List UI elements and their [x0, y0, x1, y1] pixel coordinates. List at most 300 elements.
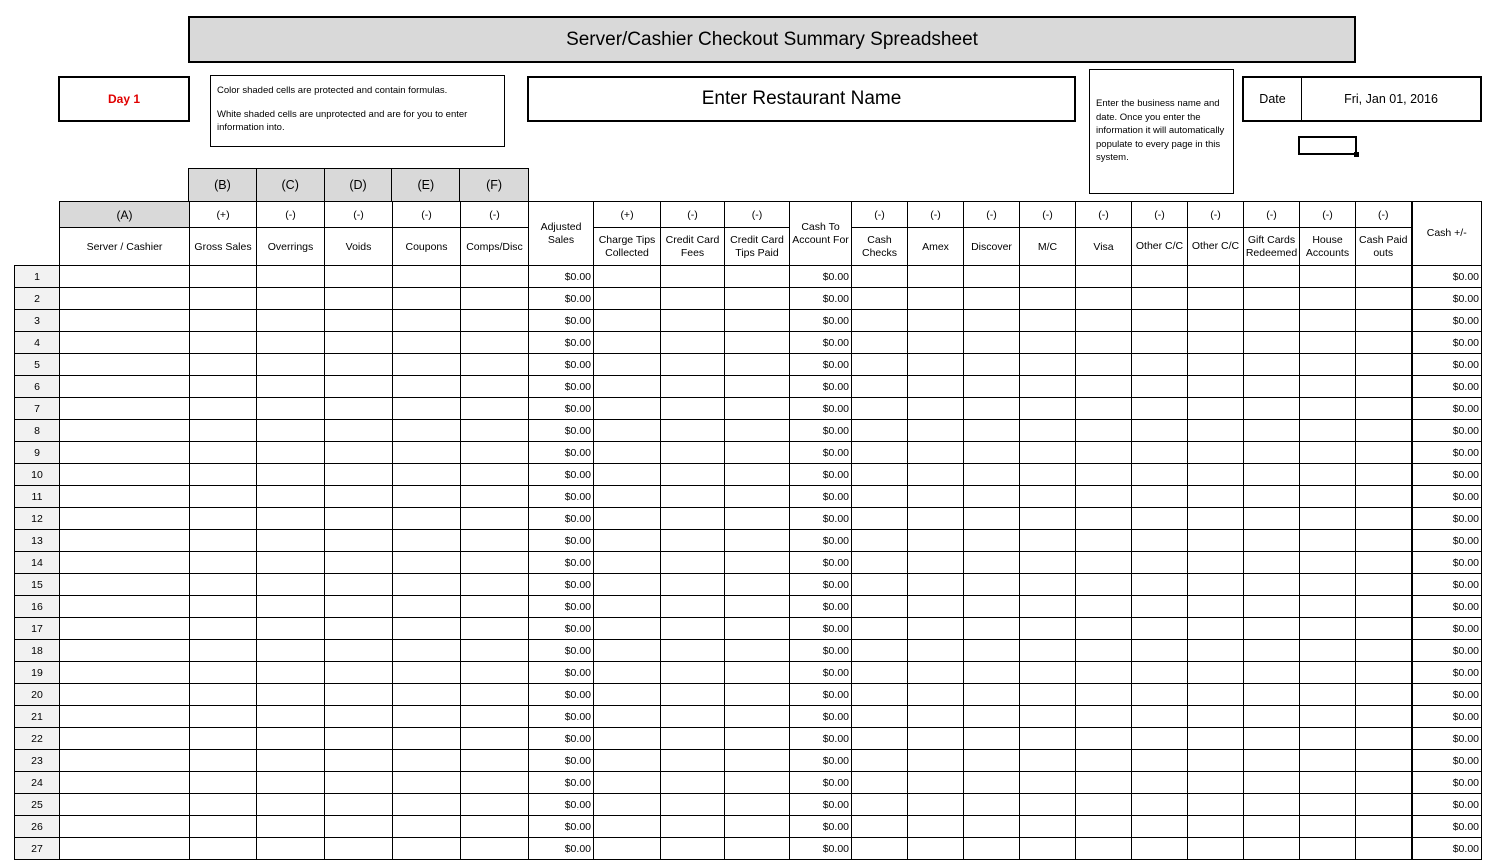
gift-cell[interactable]	[1244, 684, 1300, 706]
other2-cell[interactable]	[1188, 662, 1244, 684]
discover-cell[interactable]	[964, 398, 1020, 420]
other2-cell[interactable]	[1188, 310, 1244, 332]
amex-cell[interactable]	[908, 288, 964, 310]
comps-cell[interactable]	[461, 684, 529, 706]
other2-cell[interactable]	[1188, 838, 1244, 860]
tips-cell[interactable]	[594, 464, 661, 486]
paid-cell[interactable]	[1356, 464, 1412, 486]
overrings-cell[interactable]	[257, 310, 325, 332]
mc-cell[interactable]	[1020, 772, 1076, 794]
amex-cell[interactable]	[908, 420, 964, 442]
cctips-cell[interactable]	[725, 750, 790, 772]
amex-cell[interactable]	[908, 662, 964, 684]
mc-cell[interactable]	[1020, 420, 1076, 442]
fill-handle[interactable]	[1354, 152, 1359, 157]
voids-cell[interactable]	[325, 530, 393, 552]
gross-cell[interactable]	[190, 772, 257, 794]
comps-cell[interactable]	[461, 288, 529, 310]
other1-cell[interactable]	[1132, 618, 1188, 640]
ccfees-cell[interactable]	[661, 420, 725, 442]
coupons-cell[interactable]	[393, 706, 461, 728]
tips-cell[interactable]	[594, 794, 661, 816]
ccfees-cell[interactable]	[661, 398, 725, 420]
checks-cell[interactable]	[852, 838, 908, 860]
ccfees-cell[interactable]	[661, 552, 725, 574]
gift-cell[interactable]	[1244, 794, 1300, 816]
amex-cell[interactable]	[908, 706, 964, 728]
amex-cell[interactable]	[908, 816, 964, 838]
checks-cell[interactable]	[852, 552, 908, 574]
comps-cell[interactable]	[461, 266, 529, 288]
ccfees-cell[interactable]	[661, 464, 725, 486]
coupons-cell[interactable]	[393, 684, 461, 706]
mc-cell[interactable]	[1020, 706, 1076, 728]
server-cell[interactable]	[60, 420, 190, 442]
tips-cell[interactable]	[594, 640, 661, 662]
gross-cell[interactable]	[190, 552, 257, 574]
discover-cell[interactable]	[964, 640, 1020, 662]
coupons-cell[interactable]	[393, 310, 461, 332]
overrings-cell[interactable]	[257, 816, 325, 838]
house-cell[interactable]	[1300, 838, 1356, 860]
voids-cell[interactable]	[325, 508, 393, 530]
voids-cell[interactable]	[325, 420, 393, 442]
ccfees-cell[interactable]	[661, 288, 725, 310]
gross-cell[interactable]	[190, 684, 257, 706]
mc-cell[interactable]	[1020, 530, 1076, 552]
visa-cell[interactable]	[1076, 354, 1132, 376]
mc-cell[interactable]	[1020, 794, 1076, 816]
tips-cell[interactable]	[594, 684, 661, 706]
comps-cell[interactable]	[461, 310, 529, 332]
paid-cell[interactable]	[1356, 508, 1412, 530]
amex-cell[interactable]	[908, 728, 964, 750]
other2-cell[interactable]	[1188, 772, 1244, 794]
cctips-cell[interactable]	[725, 794, 790, 816]
other2-cell[interactable]	[1188, 574, 1244, 596]
ccfees-cell[interactable]	[661, 684, 725, 706]
gift-cell[interactable]	[1244, 596, 1300, 618]
mc-cell[interactable]	[1020, 266, 1076, 288]
server-cell[interactable]	[60, 816, 190, 838]
overrings-cell[interactable]	[257, 772, 325, 794]
date-value-cell[interactable]: Fri, Jan 01, 2016	[1344, 92, 1438, 106]
server-cell[interactable]	[60, 706, 190, 728]
other1-cell[interactable]	[1132, 486, 1188, 508]
overrings-cell[interactable]	[257, 838, 325, 860]
gift-cell[interactable]	[1244, 398, 1300, 420]
tips-cell[interactable]	[594, 750, 661, 772]
tips-cell[interactable]	[594, 816, 661, 838]
checks-cell[interactable]	[852, 794, 908, 816]
gift-cell[interactable]	[1244, 354, 1300, 376]
ccfees-cell[interactable]	[661, 266, 725, 288]
amex-cell[interactable]	[908, 794, 964, 816]
house-cell[interactable]	[1300, 310, 1356, 332]
discover-cell[interactable]	[964, 530, 1020, 552]
discover-cell[interactable]	[964, 816, 1020, 838]
other2-cell[interactable]	[1188, 376, 1244, 398]
tips-cell[interactable]	[594, 838, 661, 860]
visa-cell[interactable]	[1076, 596, 1132, 618]
server-cell[interactable]	[60, 574, 190, 596]
server-cell[interactable]	[60, 618, 190, 640]
house-cell[interactable]	[1300, 794, 1356, 816]
ccfees-cell[interactable]	[661, 640, 725, 662]
overrings-cell[interactable]	[257, 750, 325, 772]
paid-cell[interactable]	[1356, 750, 1412, 772]
gift-cell[interactable]	[1244, 508, 1300, 530]
gift-cell[interactable]	[1244, 838, 1300, 860]
house-cell[interactable]	[1300, 530, 1356, 552]
paid-cell[interactable]	[1356, 442, 1412, 464]
other1-cell[interactable]	[1132, 442, 1188, 464]
checks-cell[interactable]	[852, 442, 908, 464]
paid-cell[interactable]	[1356, 618, 1412, 640]
visa-cell[interactable]	[1076, 640, 1132, 662]
gross-cell[interactable]	[190, 310, 257, 332]
discover-cell[interactable]	[964, 574, 1020, 596]
discover-cell[interactable]	[964, 618, 1020, 640]
gift-cell[interactable]	[1244, 772, 1300, 794]
server-cell[interactable]	[60, 508, 190, 530]
ccfees-cell[interactable]	[661, 442, 725, 464]
coupons-cell[interactable]	[393, 530, 461, 552]
comps-cell[interactable]	[461, 772, 529, 794]
cctips-cell[interactable]	[725, 772, 790, 794]
house-cell[interactable]	[1300, 508, 1356, 530]
house-cell[interactable]	[1300, 706, 1356, 728]
cctips-cell[interactable]	[725, 442, 790, 464]
paid-cell[interactable]	[1356, 398, 1412, 420]
coupons-cell[interactable]	[393, 354, 461, 376]
coupons-cell[interactable]	[393, 266, 461, 288]
voids-cell[interactable]	[325, 640, 393, 662]
other2-cell[interactable]	[1188, 728, 1244, 750]
voids-cell[interactable]	[325, 552, 393, 574]
other2-cell[interactable]	[1188, 464, 1244, 486]
server-cell[interactable]	[60, 332, 190, 354]
overrings-cell[interactable]	[257, 354, 325, 376]
house-cell[interactable]	[1300, 750, 1356, 772]
ccfees-cell[interactable]	[661, 728, 725, 750]
house-cell[interactable]	[1300, 772, 1356, 794]
mc-cell[interactable]	[1020, 288, 1076, 310]
checks-cell[interactable]	[852, 706, 908, 728]
voids-cell[interactable]	[325, 574, 393, 596]
server-cell[interactable]	[60, 684, 190, 706]
checks-cell[interactable]	[852, 574, 908, 596]
gift-cell[interactable]	[1244, 310, 1300, 332]
other1-cell[interactable]	[1132, 794, 1188, 816]
amex-cell[interactable]	[908, 684, 964, 706]
comps-cell[interactable]	[461, 464, 529, 486]
voids-cell[interactable]	[325, 728, 393, 750]
mc-cell[interactable]	[1020, 662, 1076, 684]
paid-cell[interactable]	[1356, 552, 1412, 574]
checks-cell[interactable]	[852, 684, 908, 706]
visa-cell[interactable]	[1076, 464, 1132, 486]
voids-cell[interactable]	[325, 332, 393, 354]
other1-cell[interactable]	[1132, 684, 1188, 706]
house-cell[interactable]	[1300, 596, 1356, 618]
checks-cell[interactable]	[852, 376, 908, 398]
gross-cell[interactable]	[190, 706, 257, 728]
coupons-cell[interactable]	[393, 640, 461, 662]
coupons-cell[interactable]	[393, 574, 461, 596]
gift-cell[interactable]	[1244, 464, 1300, 486]
overrings-cell[interactable]	[257, 574, 325, 596]
comps-cell[interactable]	[461, 706, 529, 728]
tips-cell[interactable]	[594, 574, 661, 596]
other2-cell[interactable]	[1188, 794, 1244, 816]
other1-cell[interactable]	[1132, 310, 1188, 332]
overrings-cell[interactable]	[257, 508, 325, 530]
discover-cell[interactable]	[964, 508, 1020, 530]
amex-cell[interactable]	[908, 310, 964, 332]
overrings-cell[interactable]	[257, 442, 325, 464]
paid-cell[interactable]	[1356, 772, 1412, 794]
other2-cell[interactable]	[1188, 288, 1244, 310]
other2-cell[interactable]	[1188, 486, 1244, 508]
coupons-cell[interactable]	[393, 728, 461, 750]
amex-cell[interactable]	[908, 376, 964, 398]
tips-cell[interactable]	[594, 354, 661, 376]
amex-cell[interactable]	[908, 508, 964, 530]
server-cell[interactable]	[60, 728, 190, 750]
paid-cell[interactable]	[1356, 706, 1412, 728]
comps-cell[interactable]	[461, 750, 529, 772]
other1-cell[interactable]	[1132, 728, 1188, 750]
server-cell[interactable]	[60, 662, 190, 684]
checks-cell[interactable]	[852, 772, 908, 794]
overrings-cell[interactable]	[257, 552, 325, 574]
gross-cell[interactable]	[190, 442, 257, 464]
coupons-cell[interactable]	[393, 464, 461, 486]
checks-cell[interactable]	[852, 618, 908, 640]
coupons-cell[interactable]	[393, 816, 461, 838]
visa-cell[interactable]	[1076, 618, 1132, 640]
overrings-cell[interactable]	[257, 596, 325, 618]
paid-cell[interactable]	[1356, 486, 1412, 508]
server-cell[interactable]	[60, 442, 190, 464]
ccfees-cell[interactable]	[661, 332, 725, 354]
cctips-cell[interactable]	[725, 508, 790, 530]
tips-cell[interactable]	[594, 420, 661, 442]
visa-cell[interactable]	[1076, 662, 1132, 684]
comps-cell[interactable]	[461, 552, 529, 574]
coupons-cell[interactable]	[393, 442, 461, 464]
gross-cell[interactable]	[190, 640, 257, 662]
overrings-cell[interactable]	[257, 684, 325, 706]
coupons-cell[interactable]	[393, 420, 461, 442]
checks-cell[interactable]	[852, 288, 908, 310]
mc-cell[interactable]	[1020, 354, 1076, 376]
server-cell[interactable]	[60, 486, 190, 508]
voids-cell[interactable]	[325, 442, 393, 464]
voids-cell[interactable]	[325, 376, 393, 398]
other1-cell[interactable]	[1132, 266, 1188, 288]
overrings-cell[interactable]	[257, 640, 325, 662]
coupons-cell[interactable]	[393, 618, 461, 640]
visa-cell[interactable]	[1076, 574, 1132, 596]
other2-cell[interactable]	[1188, 442, 1244, 464]
other2-cell[interactable]	[1188, 508, 1244, 530]
paid-cell[interactable]	[1356, 684, 1412, 706]
coupons-cell[interactable]	[393, 376, 461, 398]
ccfees-cell[interactable]	[661, 376, 725, 398]
paid-cell[interactable]	[1356, 288, 1412, 310]
tips-cell[interactable]	[594, 728, 661, 750]
ccfees-cell[interactable]	[661, 772, 725, 794]
server-cell[interactable]	[60, 596, 190, 618]
gift-cell[interactable]	[1244, 266, 1300, 288]
gross-cell[interactable]	[190, 376, 257, 398]
visa-cell[interactable]	[1076, 838, 1132, 860]
checks-cell[interactable]	[852, 508, 908, 530]
gift-cell[interactable]	[1244, 332, 1300, 354]
cctips-cell[interactable]	[725, 398, 790, 420]
ccfees-cell[interactable]	[661, 750, 725, 772]
gift-cell[interactable]	[1244, 640, 1300, 662]
other1-cell[interactable]	[1132, 508, 1188, 530]
voids-cell[interactable]	[325, 772, 393, 794]
gross-cell[interactable]	[190, 266, 257, 288]
other2-cell[interactable]	[1188, 420, 1244, 442]
gross-cell[interactable]	[190, 288, 257, 310]
cctips-cell[interactable]	[725, 530, 790, 552]
paid-cell[interactable]	[1356, 596, 1412, 618]
tips-cell[interactable]	[594, 486, 661, 508]
discover-cell[interactable]	[964, 750, 1020, 772]
house-cell[interactable]	[1300, 332, 1356, 354]
tips-cell[interactable]	[594, 376, 661, 398]
house-cell[interactable]	[1300, 398, 1356, 420]
other2-cell[interactable]	[1188, 684, 1244, 706]
paid-cell[interactable]	[1356, 420, 1412, 442]
server-cell[interactable]	[60, 772, 190, 794]
overrings-cell[interactable]	[257, 486, 325, 508]
house-cell[interactable]	[1300, 662, 1356, 684]
paid-cell[interactable]	[1356, 838, 1412, 860]
discover-cell[interactable]	[964, 354, 1020, 376]
server-cell[interactable]	[60, 376, 190, 398]
cctips-cell[interactable]	[725, 266, 790, 288]
tips-cell[interactable]	[594, 552, 661, 574]
other2-cell[interactable]	[1188, 398, 1244, 420]
amex-cell[interactable]	[908, 574, 964, 596]
server-cell[interactable]	[60, 310, 190, 332]
discover-cell[interactable]	[964, 662, 1020, 684]
gross-cell[interactable]	[190, 662, 257, 684]
gross-cell[interactable]	[190, 596, 257, 618]
mc-cell[interactable]	[1020, 750, 1076, 772]
voids-cell[interactable]	[325, 354, 393, 376]
amex-cell[interactable]	[908, 486, 964, 508]
gift-cell[interactable]	[1244, 574, 1300, 596]
mc-cell[interactable]	[1020, 684, 1076, 706]
overrings-cell[interactable]	[257, 288, 325, 310]
checks-cell[interactable]	[852, 728, 908, 750]
gross-cell[interactable]	[190, 618, 257, 640]
selected-cell[interactable]	[1298, 136, 1357, 155]
amex-cell[interactable]	[908, 596, 964, 618]
visa-cell[interactable]	[1076, 772, 1132, 794]
cctips-cell[interactable]	[725, 332, 790, 354]
visa-cell[interactable]	[1076, 684, 1132, 706]
gift-cell[interactable]	[1244, 728, 1300, 750]
other2-cell[interactable]	[1188, 618, 1244, 640]
house-cell[interactable]	[1300, 618, 1356, 640]
coupons-cell[interactable]	[393, 772, 461, 794]
visa-cell[interactable]	[1076, 728, 1132, 750]
mc-cell[interactable]	[1020, 486, 1076, 508]
house-cell[interactable]	[1300, 574, 1356, 596]
gross-cell[interactable]	[190, 750, 257, 772]
gross-cell[interactable]	[190, 530, 257, 552]
overrings-cell[interactable]	[257, 794, 325, 816]
tips-cell[interactable]	[594, 310, 661, 332]
ccfees-cell[interactable]	[661, 706, 725, 728]
paid-cell[interactable]	[1356, 266, 1412, 288]
tips-cell[interactable]	[594, 618, 661, 640]
paid-cell[interactable]	[1356, 728, 1412, 750]
other2-cell[interactable]	[1188, 354, 1244, 376]
paid-cell[interactable]	[1356, 332, 1412, 354]
checks-cell[interactable]	[852, 332, 908, 354]
discover-cell[interactable]	[964, 310, 1020, 332]
comps-cell[interactable]	[461, 376, 529, 398]
mc-cell[interactable]	[1020, 574, 1076, 596]
amex-cell[interactable]	[908, 442, 964, 464]
house-cell[interactable]	[1300, 464, 1356, 486]
checks-cell[interactable]	[852, 816, 908, 838]
ccfees-cell[interactable]	[661, 508, 725, 530]
server-cell[interactable]	[60, 794, 190, 816]
tips-cell[interactable]	[594, 442, 661, 464]
amex-cell[interactable]	[908, 750, 964, 772]
coupons-cell[interactable]	[393, 332, 461, 354]
checks-cell[interactable]	[852, 530, 908, 552]
cctips-cell[interactable]	[725, 376, 790, 398]
house-cell[interactable]	[1300, 552, 1356, 574]
coupons-cell[interactable]	[393, 662, 461, 684]
paid-cell[interactable]	[1356, 530, 1412, 552]
discover-cell[interactable]	[964, 288, 1020, 310]
mc-cell[interactable]	[1020, 442, 1076, 464]
house-cell[interactable]	[1300, 684, 1356, 706]
comps-cell[interactable]	[461, 662, 529, 684]
cctips-cell[interactable]	[725, 310, 790, 332]
cctips-cell[interactable]	[725, 354, 790, 376]
gross-cell[interactable]	[190, 486, 257, 508]
gift-cell[interactable]	[1244, 750, 1300, 772]
house-cell[interactable]	[1300, 486, 1356, 508]
other1-cell[interactable]	[1132, 288, 1188, 310]
server-cell[interactable]	[60, 398, 190, 420]
mc-cell[interactable]	[1020, 398, 1076, 420]
visa-cell[interactable]	[1076, 442, 1132, 464]
cctips-cell[interactable]	[725, 640, 790, 662]
discover-cell[interactable]	[964, 464, 1020, 486]
house-cell[interactable]	[1300, 640, 1356, 662]
comps-cell[interactable]	[461, 420, 529, 442]
tips-cell[interactable]	[594, 596, 661, 618]
other1-cell[interactable]	[1132, 772, 1188, 794]
coupons-cell[interactable]	[393, 596, 461, 618]
voids-cell[interactable]	[325, 596, 393, 618]
other1-cell[interactable]	[1132, 640, 1188, 662]
